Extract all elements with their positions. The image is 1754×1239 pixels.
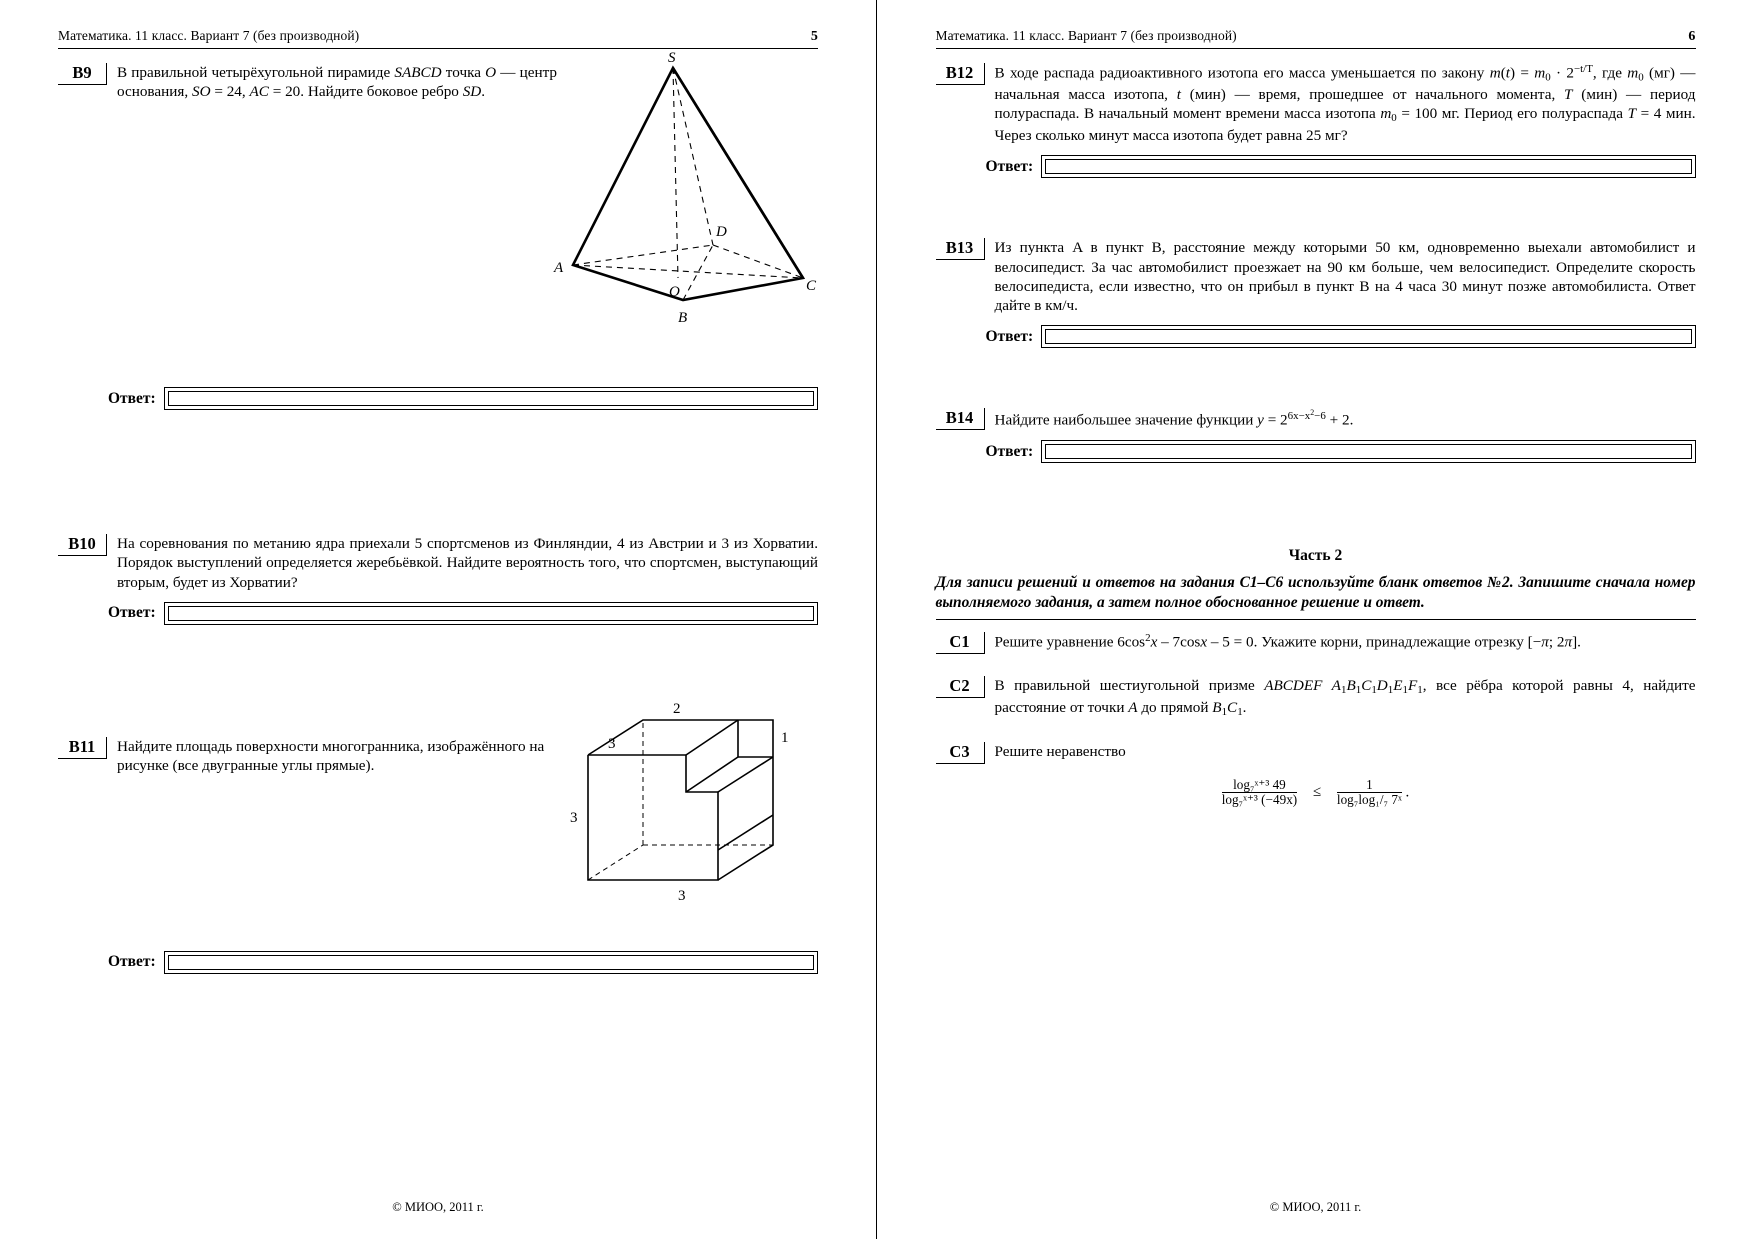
c3-relation: ≤ [1312,784,1322,801]
footer-right: © МИОО, 2011 г. [1269,1200,1362,1214]
polyhedron-label-1: 1 [781,730,789,746]
task-c3 [936,742,1696,764]
task-b9-number: B9 [58,63,107,85]
answer-row-b14 [936,440,1696,463]
pyramid-label-s: S [668,50,676,66]
c3-period: . [1405,784,1410,801]
figure-polyhedron [568,700,818,905]
running-head-left [58,28,818,45]
answer-field-b10[interactable] [164,602,818,625]
page-number-right: 6 [1688,29,1696,44]
polyhedron-svg [568,700,818,905]
task-c2-number: C2 [936,676,985,698]
answer-label-b13: Ответ: [985,327,1034,345]
answer-row-b13 [936,325,1696,348]
task-b13-number: B13 [936,238,985,260]
c3-left-fraction [1222,778,1297,807]
task-c3-text: Решите неравенство [994,742,1126,760]
answer-row-b10 [58,602,818,625]
task-b14 [936,408,1696,430]
pyramid-svg [528,50,818,340]
answer-label-b10: Ответ: [108,604,156,622]
answer-label-b11: Ответ: [108,953,156,971]
c3-den-left: log₇ˣ⁺³ (−49x) [1221,791,1298,807]
polyhedron-label-3c: 3 [678,888,686,904]
task-b13-text: Из пункта A в пункт B, расстояние между которыми 50 км, одновременно выехали автомобилист и велосипедист. За час автомобилист проезжает на 90 км больше, чем велосипедист. Определите скорость велосипедиста, если известно, что он прибыл в пункт B на 4 часа 30 минут позже автомобилиста. Ответ дайте в км/ч. [994,239,1696,314]
answer-label-b14: Ответ: [985,442,1034,460]
polyhedron-label-3a: 3 [608,736,616,752]
answer-field-b9[interactable] [164,387,818,410]
task-c1 [936,632,1696,654]
answer-field-b14[interactable] [1041,440,1695,463]
header-rule-right [936,48,1696,49]
task-b10-text: На соревнования по метанию ядра приехали 5 спортсменов из Финляндии, 4 из Австрии и 3 из Хорватии. Порядок выступлений определяется жеребьёвкой. Найдите вероятность того, что спортсмен, выступающий вторым, будет из Хорватии? [117,535,818,591]
task-b9-text: В правильной четырёхугольной пирамиде SABCD точка O — центр основания, SO = 24, AC = 20. Найдите боковое ребро SD. [117,64,557,101]
task-b10 [58,534,818,591]
task-c1-text: Решите уравнение $6\cos^2x - 7\cos x - 5 = 0$. Укажите корни, принадлежащие отрезку [−π; 2π]. [994,632,1581,651]
answer-label-b12: Ответ: [985,157,1034,175]
page-right [877,0,1754,1239]
c3-right-fraction [1337,778,1402,807]
task-c3-number: C3 [936,742,985,764]
task-b12-number: B12 [936,63,985,85]
page-number: 5 [810,29,818,44]
c3-num-left: log₇ˣ⁺³ 49 [1233,776,1286,792]
task-c2 [936,676,1696,720]
c3-den-right: log₇log₁/₇ 7ˣ [1336,791,1402,807]
task-b12 [936,63,1696,145]
part2-heading: Часть 2 [1288,547,1343,564]
task-b14-text: Найдите наибольшее значение функции $y = 2^{6x-x^2-6} + 2$. [994,408,1354,429]
pyramid-label-b: B [678,310,688,326]
answer-row-b9 [58,387,818,410]
answer-field-b11[interactable] [164,951,818,974]
task-c1-number: C1 [936,632,985,654]
pyramid-label-c: C [806,278,817,294]
header-rule [58,48,818,49]
c3-formula [936,778,1696,807]
task-b11-text: Найдите площадь поверхности многогранника, изображённого на рисунке (все двугранные углы прямые). [117,737,545,774]
part2-instruction: Для записи решений и ответов на задания C1–C6 используйте бланк ответов №2. Запишите сначала номер выполняемого задания, а затем полное обоснованное решение и ответ. [936,573,1696,620]
footer-left: © МИОО, 2011 г. [392,1200,484,1214]
polyhedron-label-2: 2 [673,701,681,717]
running-head-right [936,28,1696,45]
pyramid-label-o: O [669,284,680,300]
running-head-title-right: Математика. 11 класс. Вариант 7 (без производной) [935,28,1237,43]
figure-pyramid [528,50,818,340]
running-head-title: Математика. 11 класс. Вариант 7 (без производной) [58,28,360,43]
c3-num-right: 1 [1366,776,1373,792]
answer-label-b9: Ответ: [108,389,156,407]
task-b10-number: B10 [58,534,107,556]
task-c2-text: В правильной шестиугольной призме ABCDEF $A_1B_1C_1D_1E_1F_1$, все рёбра которой равны 4, найдите расстояние от точки A до прямой $B_1C_1$. [994,677,1696,718]
task-b12-text: В ходе распада радиоактивного изотопа его масса уменьшается по закону $m(t) = m_0 \cdot 2^{-t/T}$, где $m_0$ (мг) — начальная масса изотопа, t (мин) — время, прошедшее от начального момента, T (мин) — период полураспада. В начальный момент времени масса изотопа $m_0 = 100$ мг. Период его полураспада T = 4 мин. Через сколько минут масса изотопа будет равна 25 мг? [994,63,1696,145]
polyhedron-label-3b: 3 [570,810,578,826]
answer-field-b13[interactable] [1041,325,1695,348]
pyramid-label-d: D [716,224,727,240]
pyramid-label-a: A [554,260,564,276]
task-b13 [936,238,1696,315]
answer-row-b11 [58,951,818,974]
task-b14-number: B14 [936,408,985,430]
answer-row-b12 [936,155,1696,178]
task-b11-number: B11 [58,737,107,759]
answer-field-b12[interactable] [1041,155,1695,178]
